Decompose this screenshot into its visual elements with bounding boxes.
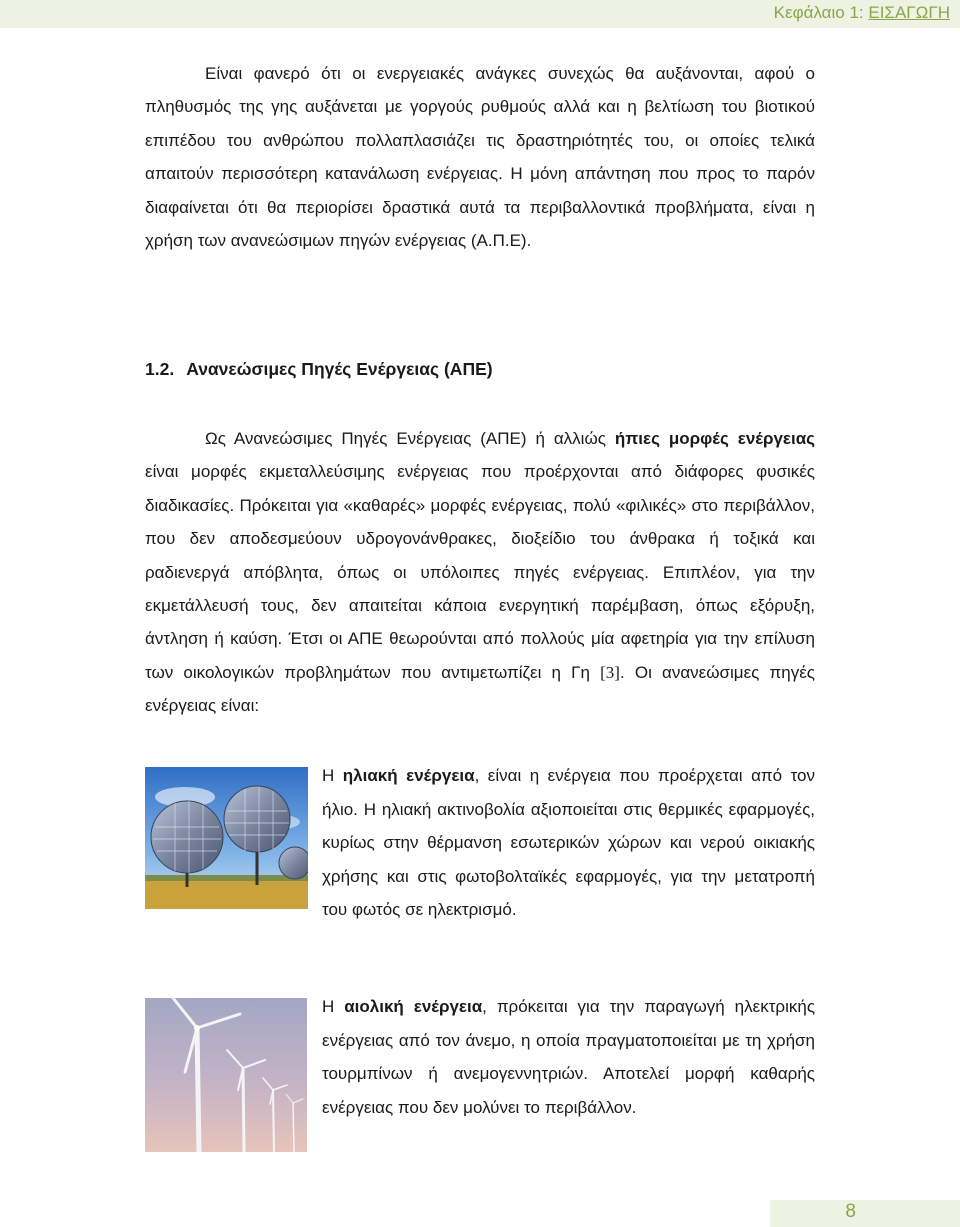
solar-energy-paragraph xyxy=(322,759,815,927)
wind-energy-paragraph xyxy=(322,990,815,1124)
solar-prefix: Η xyxy=(322,766,343,785)
wind-text: , πρόκειται για την παραγωγή ηλεκτρικής ενέργειας από τον άνεμο, η οποία πραγματοποιείται με τη χρήση τουρμπίνων ή ανεμογεννητριών. Αποτελεί μορφή καθαρής ενέργειας που δεν μολύνει το περιβάλλον. xyxy=(322,997,816,1117)
solar-panels-image xyxy=(145,767,308,909)
intro-paragraph: Είναι φανερό ότι οι ενεργειακές ανάγκες συνεχώς θα αυξάνονται, αφού ο πληθυσμός της γης αυξάνεται με γοργούς ρυθμούς αλλά και η βελτίωση του βιοτικού επιπέδου του ανθρώπου πολλαπλασιάζει τις δραστηριότητές του, οι οποίες τελικά απαιτούν περισσότερη κατανάλωση ενέργειας. Η μόνη απάντηση που προς το παρόν διαφαίνεται ότι θα περιορίσει δραστικά αυτά τα περιβαλλοντικά προβλήματα, είναι η χρήση των ανανεώσιμων πηγών ενέργειας (Α.Π.Ε). xyxy=(145,64,815,251)
chapter-header xyxy=(774,3,950,23)
wind-turbines-image xyxy=(145,998,307,1152)
ape-text-2: είναι μορφές εκμεταλλεύσιμης ενέργειας που προέρχονται από διάφορες φυσικές διαδικασίες. Πρόκειται για «καθαρές» μορφές ενέργειας, πολύ «φιλικές» στο περιβάλλον, που δεν αποδεσμεύουν υδρογονάνθρακες, διοξείδιο του άνθρακα ή τοξικά και ραδιενεργά απόβλητα, όπως οι υπόλοιπες πηγές ενέργειας. Επιπλέον, για την εκμετάλλευσή τους, δεν απαιτείται κάποια ενεργητική παρέμβαση, όπως εξόρυξη, άντληση ή καύση. Έτσι οι ΑΠΕ θεωρούνται από πολλούς μία αφετηρία για την επίλυση των οικολογικών προβλημάτων που αντιμετωπίζει η Γη xyxy=(145,462,815,682)
wind-prefix: Η xyxy=(322,997,345,1016)
page-number: 8 xyxy=(845,1201,856,1222)
footer-bar xyxy=(770,1200,960,1227)
reference-link[interactable]: [3] xyxy=(600,662,620,682)
section-heading xyxy=(145,359,493,380)
chapter-prefix: Κεφάλαιο 1: xyxy=(773,3,869,22)
section-title: Ανανεώσιμες Πηγές Ενέργειας (ΑΠΕ) xyxy=(186,359,493,379)
chapter-title-link[interactable]: ΕΙΣΑΓΩΓΗ xyxy=(868,3,950,22)
solar-bold-term: ηλιακή ενέργεια xyxy=(342,766,475,785)
ape-paragraph xyxy=(145,422,815,723)
ape-bold-term: ήπιες μορφές ενέργειας xyxy=(614,429,816,448)
ape-text-3: . Οι ανανεώσιμες πηγές ενέργειας είναι: xyxy=(145,662,815,716)
ape-text-1: Ως Ανανεώσιμες Πηγές Ενέργειας (ΑΠΕ) ή αλλιώς xyxy=(205,429,615,448)
solar-text: , είναι η ενέργεια που προέρχεται από τον ήλιο. Η ηλιακή ακτινοβολία αξιοποιείται στις θερμικές εφαρμογές, κυρίως στην θέρμανση εσωτερικών χώρων και νερού οικιακής χρήσης και στις φωτοβολταϊκές εφαρμογές, για την μετατροπή του φωτός σε ηλεκτρισμό. xyxy=(322,766,816,920)
section-number: 1.2. xyxy=(145,359,175,379)
wind-bold-term: αιολική ενέργεια xyxy=(344,997,483,1016)
